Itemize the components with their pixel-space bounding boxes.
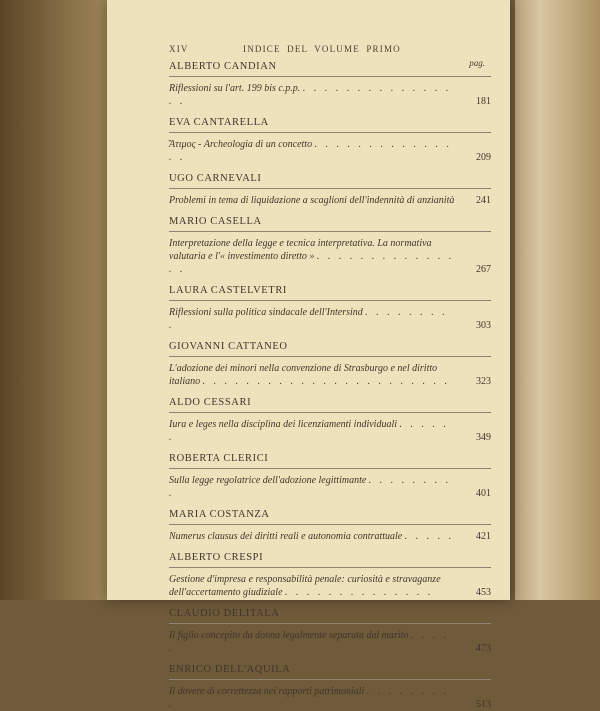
leader-dots: . . . . . . . . . . . . . . . xyxy=(169,139,453,163)
entry-title-line xyxy=(169,530,491,543)
entry-title: Il dovere di correttezza nei rapporti patrimoniali xyxy=(169,686,365,697)
leader-dots: . . . . . . . . . xyxy=(169,307,448,331)
entry-author: ALBERTO CRESPI xyxy=(169,552,264,563)
entry-divider xyxy=(169,132,491,133)
entry-title-line xyxy=(169,629,491,655)
entry-title-line xyxy=(169,138,491,164)
entry-title-line xyxy=(169,418,491,444)
toc-entry xyxy=(169,663,491,711)
toc-entry xyxy=(169,508,491,543)
pag-label: pag. xyxy=(469,58,485,68)
running-header xyxy=(169,44,491,58)
entry-divider xyxy=(169,356,491,357)
entry-title-line xyxy=(169,194,491,207)
entry-title: Numerus clausus dei diritti reali e autonomia contrattuale xyxy=(169,531,403,542)
entry-title-line xyxy=(169,685,491,711)
entry-divider xyxy=(169,412,491,413)
background-left xyxy=(0,0,120,600)
leader-dots: . . . . . . . . . xyxy=(169,475,452,499)
toc-entry xyxy=(169,551,491,599)
entry-title: Interpretazione della legge e tecnica interpretativa. La normativa valutaria e l'« investimento diretto » xyxy=(169,238,432,262)
entry-title: Il figlio concepito da donna legalmente separata dal marito xyxy=(169,630,409,641)
entry-title-line xyxy=(169,306,491,332)
entry-page-number: 453 xyxy=(476,587,491,598)
entry-author: UGO CARNEVALI xyxy=(169,173,262,184)
book-page xyxy=(107,0,510,710)
toc-entry xyxy=(169,284,491,332)
entry-author: ALBERTO CANDIAN xyxy=(169,61,277,72)
entry-page-number: 421 xyxy=(476,531,491,542)
toc-entry xyxy=(169,215,491,276)
entry-author: ENRICO DELL'AQUILA xyxy=(169,664,291,675)
entry-author: MARIA COSTANZA xyxy=(169,509,270,520)
entry-title: Problemi in tema di liquidazione a scaglioni dell'indennità di anzianità xyxy=(169,195,455,206)
toc-entry xyxy=(169,60,491,108)
toc-entry xyxy=(169,116,491,164)
entry-title: Riflessioni sulla politica sindacale dell'Intersind xyxy=(169,307,363,318)
entry-divider xyxy=(169,300,491,301)
leader-dots: . . . . . xyxy=(404,531,455,542)
entry-author: CLAUDIO DELITALA xyxy=(169,608,280,619)
entry-page-number: 401 xyxy=(476,488,491,499)
page-folio: XIV xyxy=(169,44,189,54)
entry-title-line xyxy=(169,82,491,108)
entry-title: Riflessioni su l'art. 199 bis c.p.p. xyxy=(169,83,301,94)
entry-divider xyxy=(169,188,491,189)
entry-title-line xyxy=(169,573,491,599)
entry-divider xyxy=(169,468,491,469)
entry-title: Gestione d'impresa e responsabilità penale: curiosità e stravaganze dell'accertamento giudiziale xyxy=(169,574,441,598)
running-title: INDICE DEL VOLUME PRIMO xyxy=(243,44,401,54)
entry-page-number: 303 xyxy=(476,320,491,331)
toc-entry xyxy=(169,340,491,388)
entry-divider xyxy=(169,231,491,232)
entry-title: L'adozione dei minori nella convenzione di Strasburgo e nel diritto italiano xyxy=(169,363,438,387)
entry-page-number: 473 xyxy=(476,643,491,654)
entry-author: ALDO CESSARI xyxy=(169,397,252,408)
entry-page-number: 241 xyxy=(476,195,491,206)
toc-entry xyxy=(169,452,491,500)
entry-page-number: 513 xyxy=(476,699,491,710)
leader-dots: . . . . . . . . . . . . . . . . . . . . . . . xyxy=(202,376,451,387)
entry-author: MARIO CASELLA xyxy=(169,216,262,227)
entry-title: Ἄτιμος - Archeologia di un concetto xyxy=(169,139,313,150)
leader-dots: . . . . . . xyxy=(169,419,450,443)
entry-page-number: 267 xyxy=(476,264,491,275)
leader-dots: . . . . . . . . . . . . . . . . xyxy=(169,83,452,107)
entry-author: GIOVANNI CATTANEO xyxy=(169,341,288,352)
entry-title: Iura e leges nella disciplina dei licenziamenti individuali xyxy=(169,419,398,430)
entry-page-number: 181 xyxy=(476,96,491,107)
entry-author: ROBERTA CLERICI xyxy=(169,453,269,464)
leader-dots: . . . . . xyxy=(169,630,450,654)
leader-dots: . . . . . . . . . xyxy=(169,686,450,710)
entry-page-number: 209 xyxy=(476,152,491,163)
entry-author: LAURA CASTELVETRI xyxy=(169,285,288,296)
entry-divider xyxy=(169,524,491,525)
entry-title-line xyxy=(169,474,491,500)
leader-dots: . . . . . . . . . . . . . . xyxy=(285,587,434,598)
toc-entry xyxy=(169,172,491,207)
entry-author: EVA CANTARELLA xyxy=(169,117,269,128)
toc-entries xyxy=(169,60,491,711)
entry-title-line xyxy=(169,237,491,276)
entry-divider xyxy=(169,567,491,568)
toc-entry xyxy=(169,607,491,655)
entry-title: Sulla legge regolatrice dell'adozione legittimante xyxy=(169,475,367,486)
entry-divider xyxy=(169,623,491,624)
entry-title-line xyxy=(169,362,491,388)
entry-page-number: 323 xyxy=(476,376,491,387)
table-of-contents xyxy=(169,58,491,711)
entry-divider xyxy=(169,76,491,77)
background-right xyxy=(515,0,600,600)
entry-page-number: 349 xyxy=(476,432,491,443)
leader-dots: . . . . . . . . . . . . . . . xyxy=(169,251,455,275)
toc-entry xyxy=(169,396,491,444)
entry-divider xyxy=(169,679,491,680)
